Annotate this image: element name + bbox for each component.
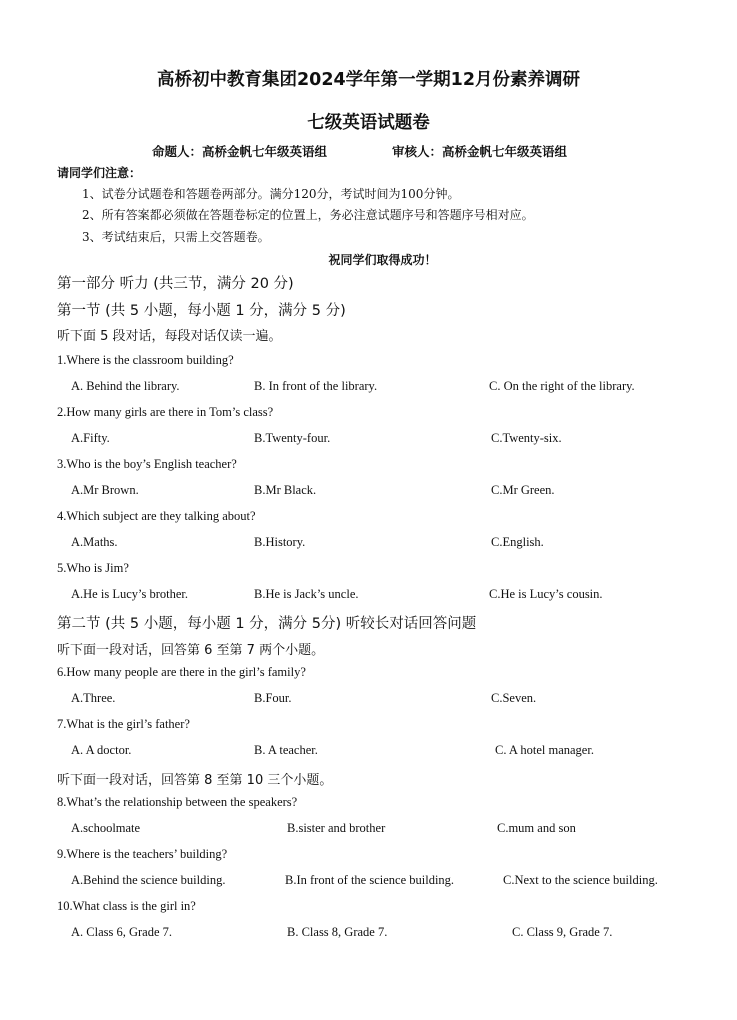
q2-option-c: C.Twenty-six.	[491, 431, 562, 445]
question-1: 1.Where is the classroom building?	[57, 353, 234, 367]
q8-option-b: B.sister and brother	[287, 821, 386, 835]
question-5: 5.Who is Jim?	[57, 561, 129, 575]
good-luck-line: 祝同学们取得成功！	[328, 253, 437, 267]
section1-instruction: 听下面 5 段对话，每段对话仅读一遍。	[57, 329, 282, 344]
q4-option-c: C.English.	[491, 535, 544, 549]
notice-item-3: 3、考试结束后，只需上交答题卷。	[82, 230, 270, 244]
section2-heading: 第二节 (共 5 小题，每小题 1 分，满分 5分) 听较长对话回答问题	[57, 616, 477, 632]
q6-option-c: C.Seven.	[491, 691, 537, 705]
notice-title: 请同学们注意：	[57, 166, 142, 180]
reviewer-line: 审核人：高桥金帆七年级英语组	[392, 144, 568, 159]
notice-item-1: 1、试卷分试题卷和答题卷两部分。满分120分，考试时间为100分钟。	[82, 187, 460, 201]
section2-instruction-b: 听下面一段对话，回答第 8 至第 10 三个小题。	[57, 773, 333, 788]
q4-option-b: B.History.	[254, 535, 306, 549]
question-2: 2.How many girls are there in Tom’s class?	[57, 405, 274, 419]
q1-option-a: A. Behind the library.	[71, 379, 180, 393]
notice-item-2: 2、所有答案都必须做在答题卷标定的位置上，务必注意试题序号和答题序号相对应。	[82, 208, 534, 222]
question-8: 8.What’s the relationship between the speakers?	[57, 795, 298, 809]
q10-option-c: C. Class 9, Grade 7.	[512, 925, 613, 939]
setter-line: 命题人：高桥金帆七年级英语组	[152, 144, 328, 159]
q3-option-b: B.Mr Black.	[254, 483, 317, 497]
q5-option-c: C.He is Lucy’s cousin.	[489, 587, 603, 601]
section1-heading: 第一节 (共 5 小题，每小题 1 分，满分 5 分)	[57, 303, 346, 319]
question-4: 4.Which subject are they talking about?	[57, 509, 256, 523]
q10-option-b: B. Class 8, Grade 7.	[287, 925, 388, 939]
question-6: 6.How many people are there in the girl’s family?	[57, 665, 306, 679]
q1-option-b: B. In front of the library.	[254, 379, 378, 393]
q8-option-c: C.mum and son	[497, 821, 576, 835]
question-9: 9.Where is the teachers’ building?	[57, 847, 228, 861]
question-3: 3.Who is the boy’s English teacher?	[57, 457, 237, 471]
q9-option-b: B.In front of the science building.	[285, 873, 455, 887]
q7-option-b: B. A teacher.	[254, 743, 318, 757]
q9-option-c: C.Next to the science building.	[503, 873, 658, 887]
q7-option-a: A. A doctor.	[71, 743, 132, 757]
q3-option-c: C.Mr Green.	[491, 483, 555, 497]
q10-option-a: A. Class 6, Grade 7.	[71, 925, 173, 939]
section2-instruction-a: 听下面一段对话，回答第 6 至第 7 两个小题。	[57, 643, 325, 658]
question-7: 7.What is the girl’s father?	[57, 717, 190, 731]
q8-option-a: A.schoolmate	[71, 821, 141, 835]
q6-option-a: A.Three.	[71, 691, 116, 705]
q1-option-c: C. On the right of the library.	[489, 379, 635, 393]
q6-option-b: B.Four.	[254, 691, 292, 705]
q3-option-a: A.Mr Brown.	[71, 483, 139, 497]
q9-option-a: A.Behind the science building.	[71, 873, 226, 887]
q7-option-c: C. A hotel manager.	[495, 743, 594, 757]
exam-title: 高桥初中教育集团2024学年第一学期12月份素养调研	[156, 70, 581, 90]
question-10: 10.What class is the girl in?	[57, 899, 196, 913]
q5-option-a: A.He is Lucy’s brother.	[71, 587, 188, 601]
part1-heading: 第一部分 听力 (共三节，满分 20 分)	[57, 276, 294, 292]
exam-subtitle: 七级英语试题卷	[307, 113, 430, 133]
q4-option-a: A.Maths.	[71, 535, 118, 549]
q2-option-a: A.Fifty.	[71, 431, 110, 445]
q5-option-b: B.He is Jack’s uncle.	[254, 587, 359, 601]
q2-option-b: B.Twenty-four.	[254, 431, 331, 445]
